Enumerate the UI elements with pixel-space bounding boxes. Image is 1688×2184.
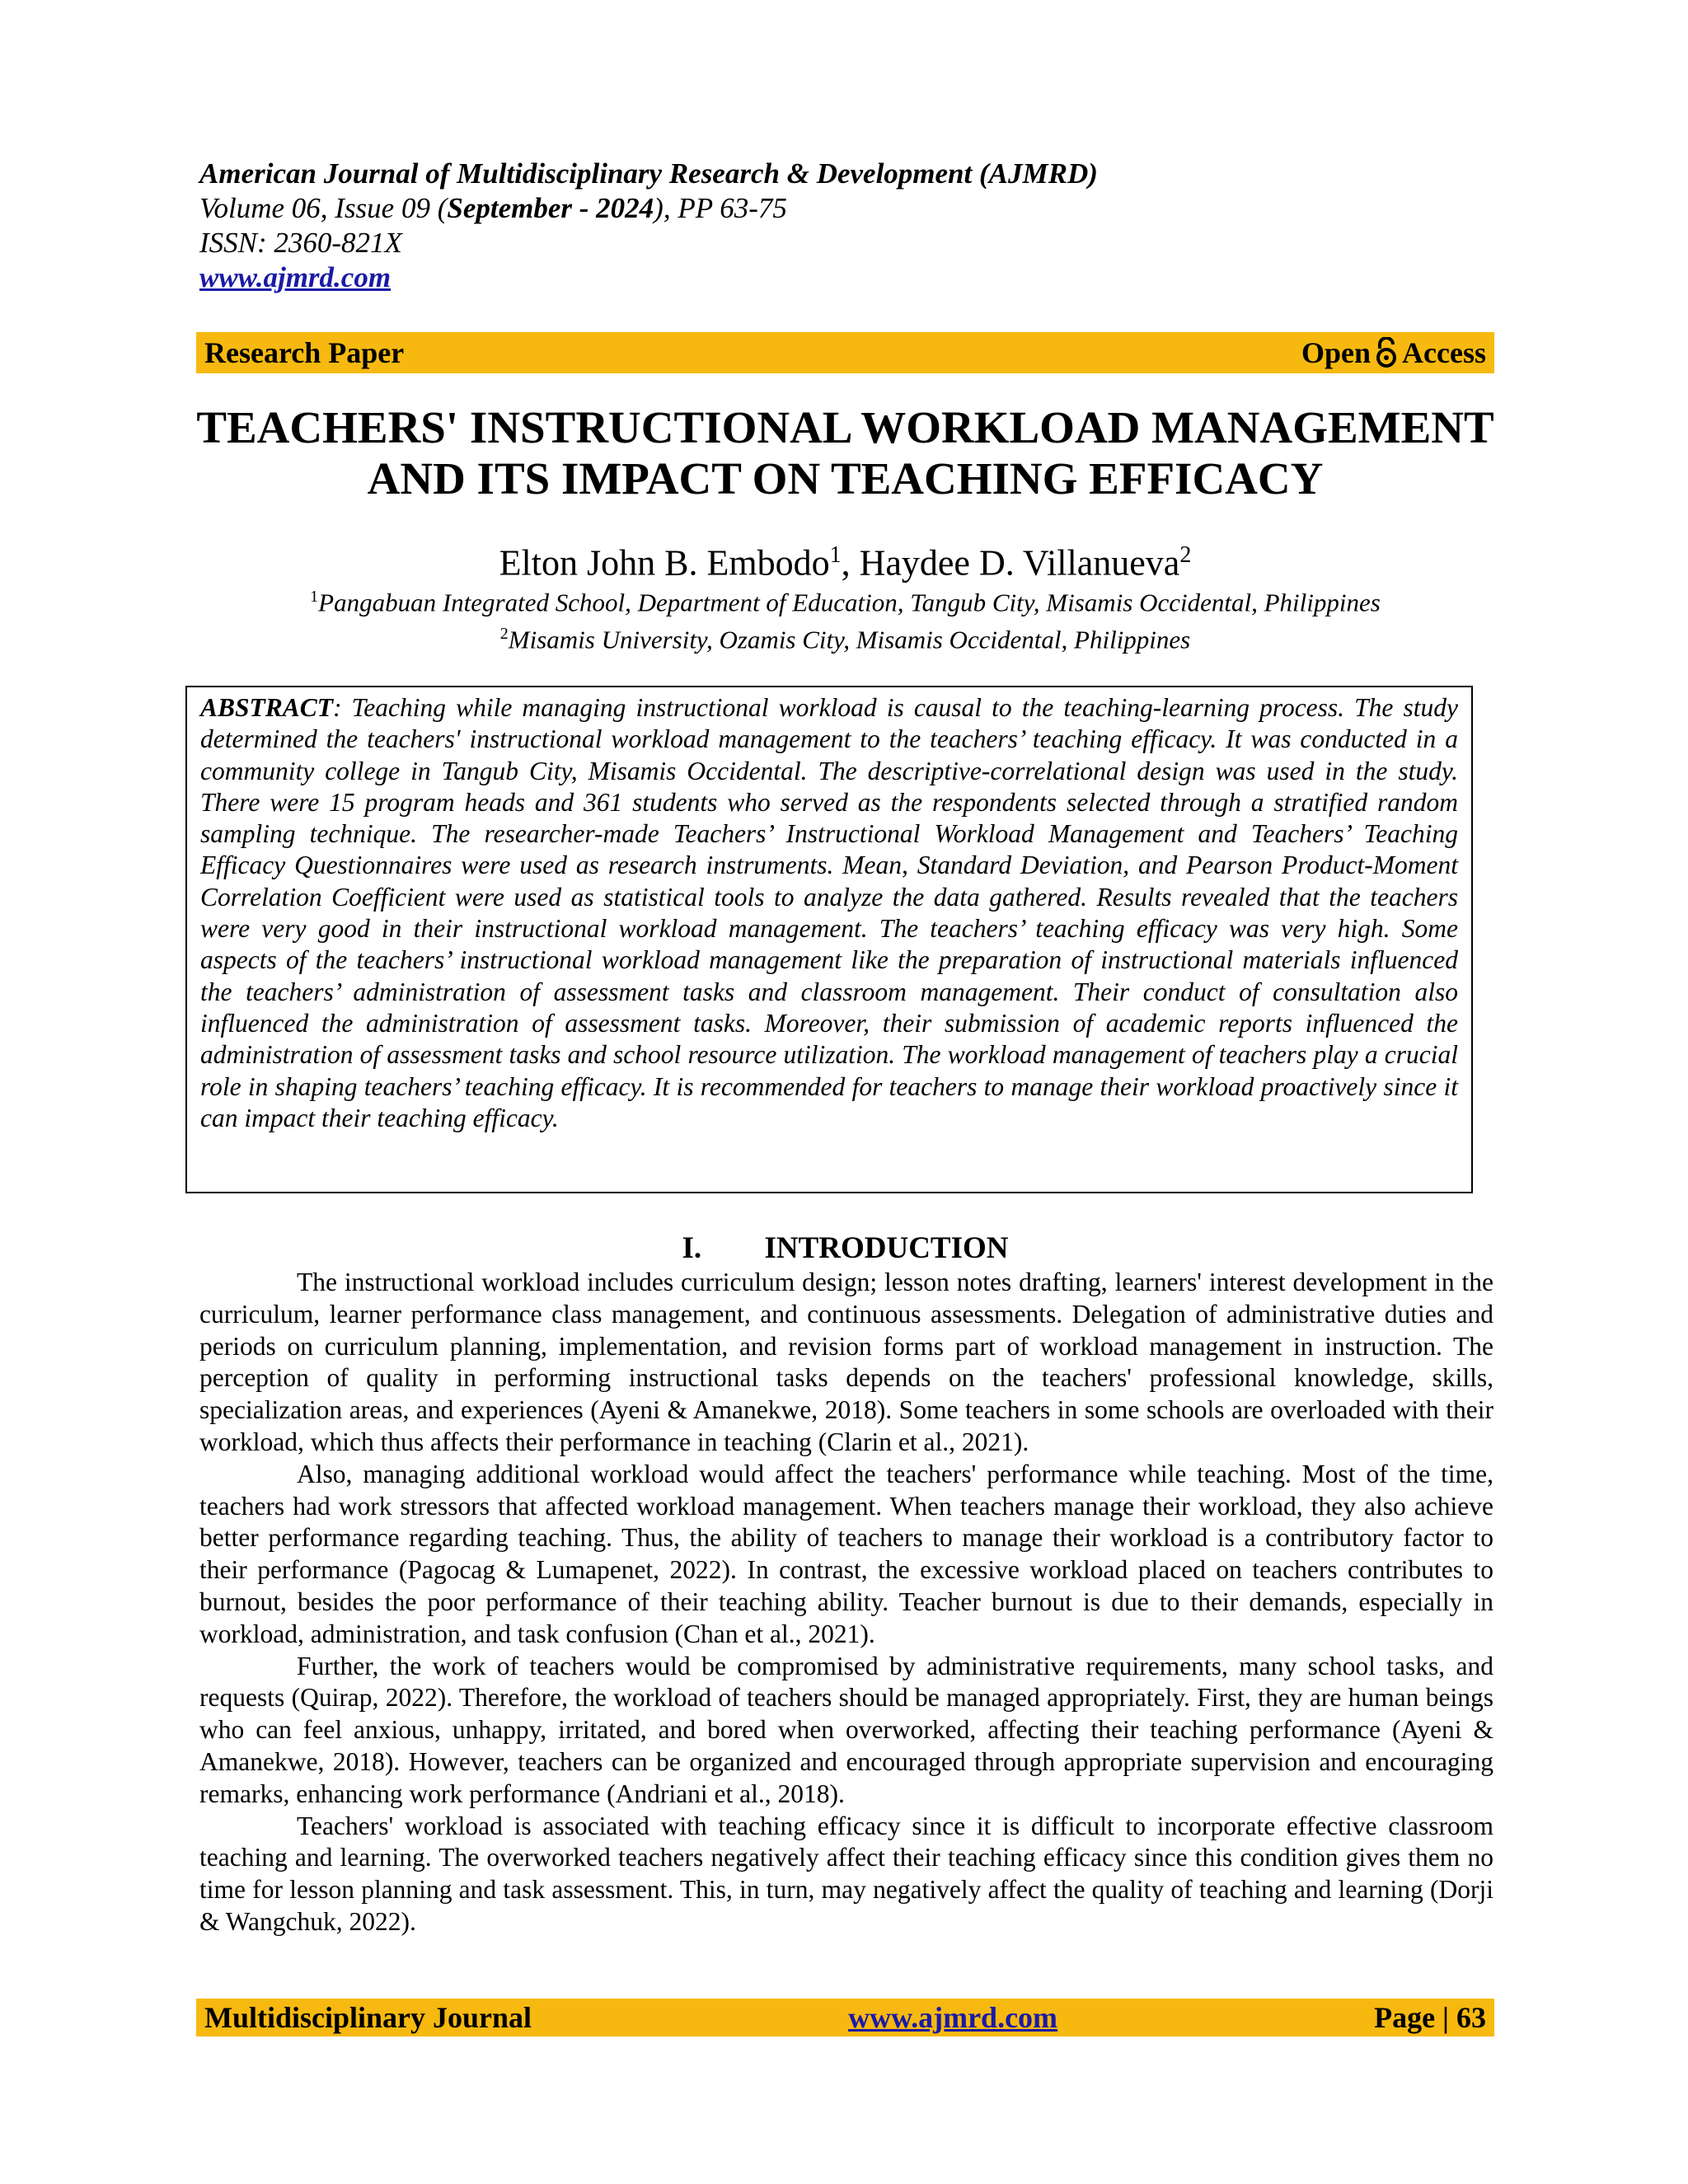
header-band	[196, 332, 1494, 373]
abstract-text: : Teaching while managing instructional workload is causal to the teaching-learning process. The study determined the teachers' instructional workload management to the teachers’ teaching efficacy. It was conducted in a community college in Tangub City, Misamis Occidental. The descriptive-correlational design was used in the study. There were 15 program heads and 361 students who served as the respondents selected through a stratified random sampling technique. The researcher-made Teachers’ Instructional Workload Management and Teachers’ Teaching Efficacy Questionnaires were used as research instruments. Mean, Standard Deviation, and Pearson Product-Moment Correlation Coefficient were used as statistical tools to analyze the data gathered. Results revealed that the teachers were very good in their instructional workload management. The teachers’ teaching efficacy was very high. Some aspects of the teachers’ instructional workload management like the preparation of instructional materials influenced the teachers’ administration of assessment tasks and classroom management. Their conduct of consultation also influenced the administration of assessment tasks. Moreover, their submission of academic reports influenced the administration of assessment tasks and school resource utilization. The workload management of teachers play a crucial role in shaping teachers’ teaching efficacy. It is recommended for teachers to manage their workload proactively since it can impact their teaching efficacy.	[200, 693, 1458, 1132]
page-number: Page | 63	[1374, 2001, 1486, 2034]
paper-type-label: Research Paper	[204, 336, 405, 369]
journal-issn: ISSN: 2360-821X	[199, 227, 402, 259]
paragraph: The instructional workload includes curriculum design; lesson notes drafting, learners' interest development in the curriculum, learner performance class management, and continuous assessments. Delegation of administrative duties and periods on curriculum planning, implementation, and revision forms part of workload management in instruction. The perception of quality in performing instructional tasks depends on the teachers' professional knowledge, skills, specialization areas, and experiences (Ayeni & Amanekwe, 2018). Some teachers in some schools are overloaded with their workload, which thus affects their performance in teaching (Clarin et al., 2021).	[199, 1268, 1493, 1456]
footer-url-link[interactable]: www.ajmrd.com	[848, 2001, 1058, 2034]
paragraph: Further, the work of teachers would be compromised by administrative requirements, many school tasks, and requests (Quirap, 2022). Therefore, the workload of teachers should be managed appropriately. First, they are human beings who can feel anxious, unhappy, irritated, and bored when overworked, affecting their teaching performance (Ayeni & Amanekwe, 2018). However, teachers can be organized and encouraged through appropriate supervision and encouraging remarks, enhancing work performance (Andriani et al., 2018).	[199, 1651, 1493, 1808]
section-title: INTRODUCTION	[764, 1231, 1009, 1265]
journal-header	[199, 157, 1098, 295]
footer-band	[196, 1999, 1494, 2036]
journal-name: American Journal of Multidisciplinary Research & Development (AJMRD)	[199, 157, 1098, 190]
journal-volume: Volume 06, Issue 09 (September - 2024), PP 63-75	[199, 192, 787, 224]
author-list: Elton John B. Embodo$^1$, Haydee D. Villanueva$^2$	[499, 542, 1192, 583]
affiliations	[196, 581, 1494, 656]
abstract-box	[185, 686, 1473, 1193]
affiliation-1: $^1$Pangabuan Integrated School, Department of Education, Tangub City, Misamis Occidental, Philippines	[310, 588, 1381, 617]
body-text	[199, 1267, 1493, 1938]
section-heading	[196, 1230, 1494, 1267]
paragraph: Also, managing additional workload would affect the teachers' performance while teaching. Most of the time, teachers had work stressors that affected workload management. When teachers manage their workload, they also achieve better performance regarding teaching. Thus, the ability of teachers to manage their workload is a contributory factor to their performance (Pagocag & Lumapenet, 2022). In contrast, the excessive workload placed on teachers contributes to burnout, besides the poor performance of their teaching ability. Teacher burnout is due to their demands, especially in workload, administration, and task confusion (Chan et al., 2021).	[199, 1459, 1493, 1648]
journal-url-link[interactable]: www.ajmrd.com	[199, 261, 392, 293]
paragraph: Teachers' workload is associated with teaching efficacy since it is difficult to incorporate effective classroom teaching and learning. The overworked teachers negatively affect their teaching efficacy since this condition gives them no time for lesson planning and task assessment. This, in turn, may negatively affect the quality of teaching and learning (Dorji & Wangchuk, 2022).	[199, 1811, 1493, 1936]
paper-title: TEACHERS' INSTRUCTIONAL WORKLOAD MANAGEMENT AND ITS IMPACT ON TEACHING EFFICACY	[196, 402, 1494, 504]
abstract-label: ABSTRACT	[200, 693, 334, 722]
footer-journal-label: Multidisciplinary Journal	[204, 2001, 532, 2034]
section-number: I.	[682, 1231, 702, 1265]
affiliation-2: $^2$Misamis University, Ozamis City, Misamis Occidental, Philippines	[499, 625, 1191, 654]
journal-date: September - 2024	[447, 192, 654, 224]
open-access-icon	[1372, 337, 1400, 368]
open-access-label: Open Access	[1301, 336, 1486, 369]
author-2: Haydee D. Villanueva	[859, 542, 1180, 583]
author-1: Elton John B. Embodo	[499, 542, 830, 583]
